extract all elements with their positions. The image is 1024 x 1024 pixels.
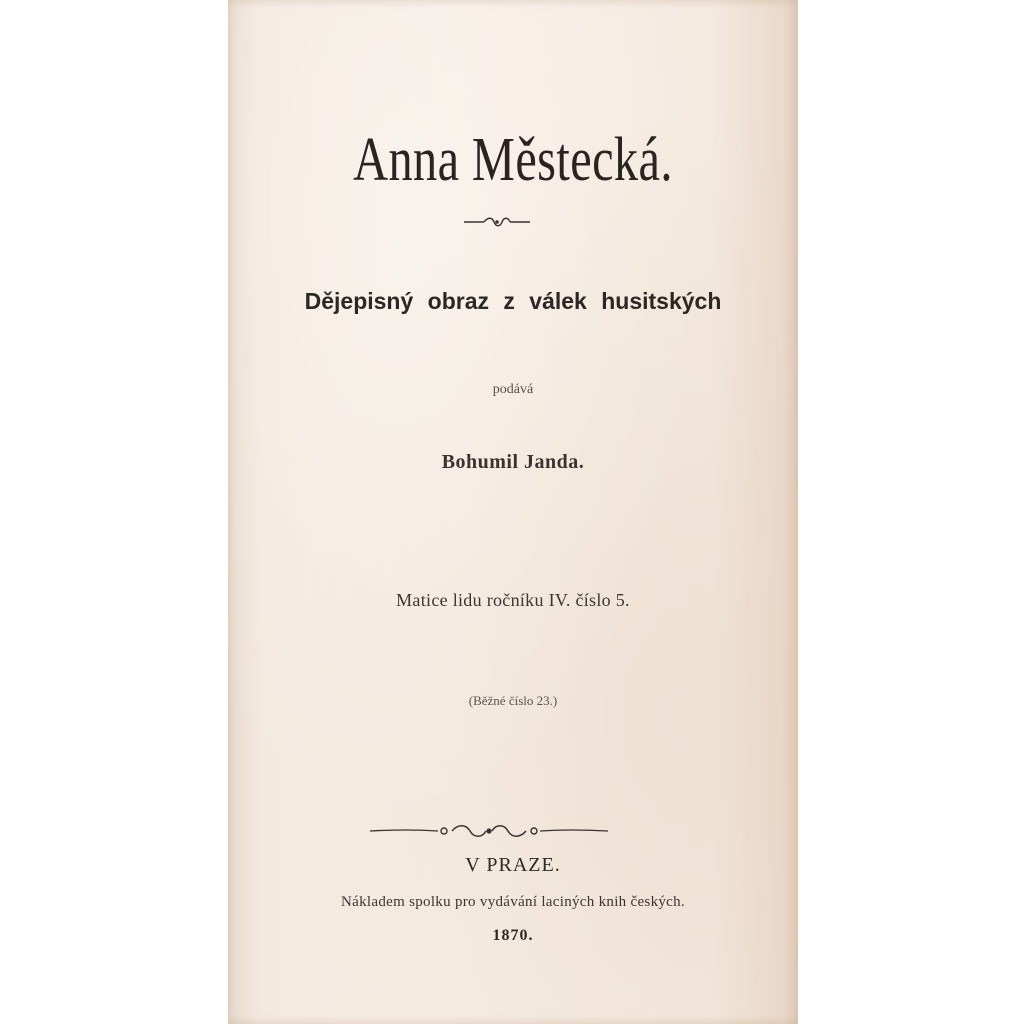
title-page: [228, 0, 798, 1024]
series-info: Matice lidu ročníku IV. číslo 5.: [396, 590, 630, 610]
author-name: Bohumil Janda.: [441, 451, 585, 473]
small-ornament-divider: [462, 214, 532, 230]
large-ornament-divider: [368, 820, 610, 842]
running-number: (Běžné číslo 23.): [468, 693, 558, 708]
byline: podává: [492, 382, 534, 397]
publication-year: 1870.: [492, 927, 534, 944]
book-subtitle: Dějepisný obraz z válek husitských: [304, 288, 722, 314]
publisher-line: Nákladem spolku pro vydávání laciných knih českých.: [341, 894, 685, 910]
book-title: Anna Městecká.: [353, 126, 673, 194]
publication-city: V PRAZE.: [465, 854, 561, 876]
